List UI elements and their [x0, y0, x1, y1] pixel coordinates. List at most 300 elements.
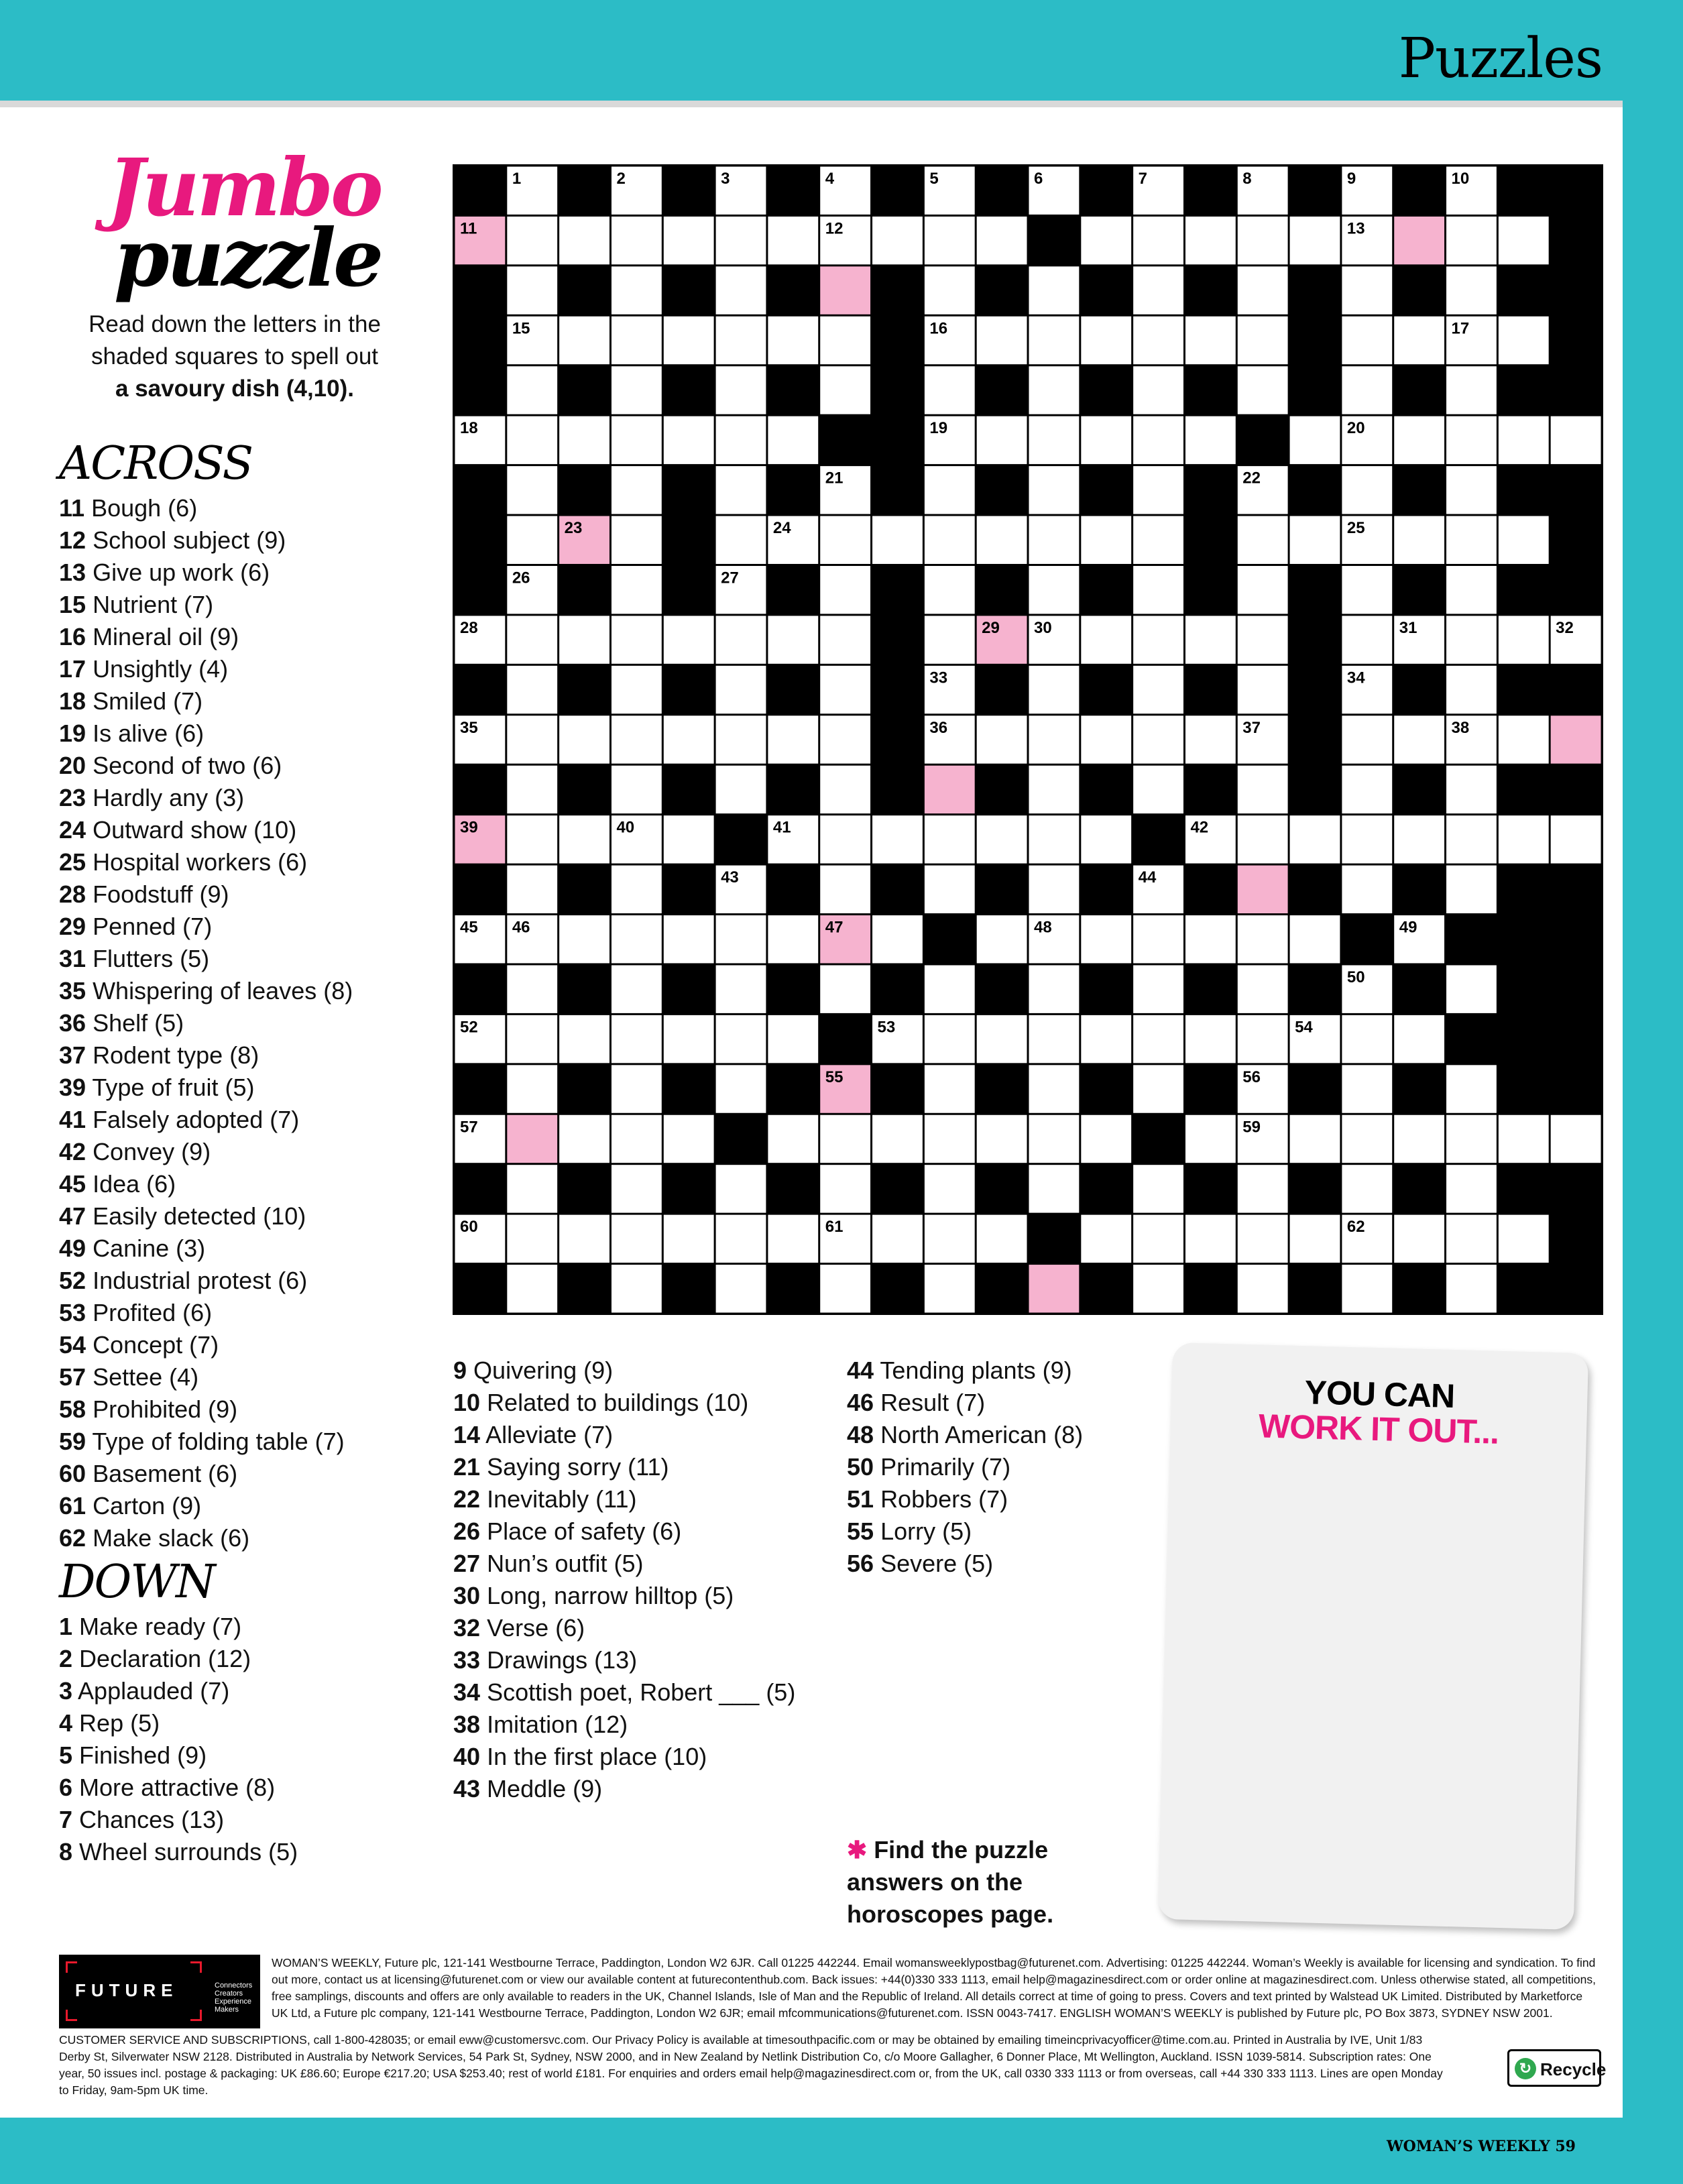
down-clue [847, 1483, 1169, 1515]
grid-cell[interactable] [1185, 715, 1236, 763]
grid-cell[interactable] [1081, 1215, 1131, 1263]
grid-cell[interactable] [820, 965, 870, 1013]
grid-cell[interactable] [1551, 416, 1601, 464]
grid-cell[interactable] [820, 616, 870, 663]
grid-cell[interactable] [716, 766, 766, 813]
grid-cell[interactable] [1551, 815, 1601, 863]
grid-cell[interactable] [925, 1015, 975, 1063]
grid-cell[interactable] [664, 317, 714, 364]
black-cell [1499, 1265, 1549, 1312]
grid-cell[interactable] [507, 815, 557, 863]
grid-cell[interactable] [612, 1065, 662, 1112]
grid-cell[interactable] [664, 217, 714, 264]
grid-cell[interactable] [1238, 965, 1288, 1013]
grid-cell[interactable] [1029, 317, 1080, 364]
grid-cell[interactable] [1029, 516, 1080, 564]
grid-cell[interactable] [1133, 1065, 1183, 1112]
grid-cell[interactable] [507, 266, 557, 314]
grid-cell[interactable] [507, 1265, 557, 1312]
grid-cell[interactable] [716, 466, 766, 514]
grid-cell[interactable] [716, 366, 766, 414]
grid-cell[interactable] [1342, 715, 1392, 763]
black-cell [1185, 167, 1236, 215]
grid-cell[interactable] [1029, 566, 1080, 614]
grid-cell[interactable] [1446, 366, 1497, 414]
grid-cell[interactable] [1029, 1015, 1080, 1063]
grid-cell[interactable] [559, 815, 610, 863]
grid-cell[interactable] [1029, 1115, 1080, 1163]
across-clue [59, 1426, 434, 1458]
grid-cell[interactable] [1029, 1165, 1080, 1212]
grid-cell[interactable] [716, 915, 766, 963]
grid-cell[interactable] [977, 416, 1027, 464]
grid-cell[interactable] [664, 1115, 714, 1163]
grid-cell[interactable] [612, 866, 662, 913]
grid-cell[interactable] [872, 815, 923, 863]
grid-cell[interactable] [1133, 1265, 1183, 1312]
grid-cell[interactable] [1185, 915, 1236, 963]
grid-cell[interactable] [925, 815, 975, 863]
grid-cell[interactable] [925, 466, 975, 514]
grid-cell[interactable] [716, 266, 766, 314]
grid-cell[interactable] [1499, 317, 1549, 364]
grid-cell[interactable] [1029, 366, 1080, 414]
grid-cell[interactable] [612, 766, 662, 813]
grid-cell[interactable] [977, 715, 1027, 763]
grid-cell[interactable] [977, 915, 1027, 963]
shaded-cell[interactable] [1551, 715, 1601, 763]
grid-cell[interactable] [768, 616, 818, 663]
grid-cell[interactable] [1446, 1115, 1497, 1163]
grid-cell[interactable] [559, 715, 610, 763]
grid-cell[interactable] [1081, 616, 1131, 663]
grid-cell[interactable] [925, 217, 975, 264]
grid-cell[interactable] [820, 666, 870, 713]
shaded-cell[interactable] [1394, 217, 1444, 264]
grid-cell[interactable] [768, 1215, 818, 1263]
grid-cell[interactable] [716, 1065, 766, 1112]
grid-cell[interactable] [1290, 416, 1340, 464]
grid-cell[interactable] [1238, 1015, 1288, 1063]
grid-cell[interactable] [507, 416, 557, 464]
black-cell [768, 766, 818, 813]
grid-cell[interactable] [664, 1215, 714, 1263]
grid-cell[interactable] [820, 866, 870, 913]
grid-cell[interactable] [1238, 1215, 1288, 1263]
grid-cell[interactable] [1238, 566, 1288, 614]
shaded-cell[interactable] [1238, 866, 1288, 913]
grid-cell[interactable] [716, 516, 766, 564]
grid-cell[interactable] [1290, 815, 1340, 863]
grid-cell[interactable] [1081, 815, 1131, 863]
grid-cell[interactable] [1394, 815, 1444, 863]
grid-cell[interactable] [612, 1265, 662, 1312]
grid-cell[interactable] [612, 666, 662, 713]
grid-cell[interactable] [820, 516, 870, 564]
grid-cell[interactable] [872, 516, 923, 564]
grid-cell[interactable] [1342, 866, 1392, 913]
grid-cell[interactable] [612, 915, 662, 963]
grid-cell[interactable] [612, 715, 662, 763]
grid-cell[interactable] [612, 965, 662, 1013]
grid-cell[interactable] [820, 1165, 870, 1212]
grid-cell[interactable] [507, 466, 557, 514]
grid-cell[interactable] [872, 1215, 923, 1263]
grid-cell[interactable] [977, 217, 1027, 264]
grid-cell[interactable] [1029, 416, 1080, 464]
grid-cell[interactable] [1133, 616, 1183, 663]
grid-cell[interactable] [1133, 766, 1183, 813]
grid-cell[interactable] [612, 317, 662, 364]
grid-cell[interactable] [1238, 217, 1288, 264]
grid-cell[interactable] [820, 1265, 870, 1312]
grid-cell[interactable] [1081, 317, 1131, 364]
grid-cell[interactable] [1499, 715, 1549, 763]
grid-cell[interactable] [1446, 516, 1497, 564]
grid-cell[interactable] [768, 217, 818, 264]
grid-cell[interactable] [872, 1115, 923, 1163]
grid-cell[interactable] [1394, 317, 1444, 364]
grid-cell[interactable] [664, 715, 714, 763]
grid-cell[interactable] [612, 1165, 662, 1212]
grid-cell[interactable] [1446, 616, 1497, 663]
grid-cell[interactable] [716, 217, 766, 264]
grid-cell[interactable] [507, 715, 557, 763]
grid-cell[interactable] [768, 416, 818, 464]
grid-cell[interactable] [1133, 666, 1183, 713]
grid-cell[interactable] [664, 1015, 714, 1063]
grid-cell[interactable] [1185, 616, 1236, 663]
grid-cell[interactable] [1342, 766, 1392, 813]
grid-cell[interactable] [612, 217, 662, 264]
grid-cell[interactable] [1185, 1115, 1236, 1163]
across-heading: ACROSS [59, 437, 253, 490]
grid-cell[interactable] [559, 1015, 610, 1063]
grid-cell[interactable] [1446, 766, 1497, 813]
clue-text: Industrial protest (6) [93, 1267, 308, 1294]
recycle-label: Recycle [1540, 2059, 1607, 2079]
grid-cell[interactable] [925, 566, 975, 614]
grid-cell[interactable] [716, 317, 766, 364]
grid-cell[interactable] [1185, 1015, 1236, 1063]
grid-cell[interactable] [1185, 1215, 1236, 1263]
grid-cell[interactable] [1446, 866, 1497, 913]
grid-cell[interactable] [1342, 1015, 1392, 1063]
grid-cell[interactable] [1029, 815, 1080, 863]
grid-cell[interactable] [559, 1215, 610, 1263]
grid-cell[interactable] [1185, 416, 1236, 464]
clue-number: 24 [59, 816, 86, 844]
cell-number: 11 [460, 219, 477, 238]
grid-cell[interactable] [1238, 516, 1288, 564]
grid-cell[interactable] [507, 1165, 557, 1212]
grid-cell[interactable] [1133, 566, 1183, 614]
grid-cell[interactable] [1394, 1215, 1444, 1263]
grid-cell[interactable] [507, 1065, 557, 1112]
grid-cell[interactable] [612, 516, 662, 564]
grid-cell[interactable] [1238, 366, 1288, 414]
grid-cell[interactable] [1133, 217, 1183, 264]
grid-cell[interactable] [1238, 616, 1288, 663]
grid-cell[interactable] [1446, 815, 1497, 863]
grid-cell[interactable] [612, 1115, 662, 1163]
grid-cell[interactable] [1133, 915, 1183, 963]
grid-cell[interactable] [820, 715, 870, 763]
grid-cell[interactable] [1394, 715, 1444, 763]
grid-cell[interactable] [507, 965, 557, 1013]
grid-cell[interactable] [1342, 266, 1392, 314]
grid-cell[interactable] [1446, 566, 1497, 614]
grid-cell[interactable] [925, 616, 975, 663]
grid-cell[interactable] [1029, 1065, 1080, 1112]
grid-cell[interactable] [716, 965, 766, 1013]
grid-cell[interactable] [1499, 217, 1549, 264]
grid-cell[interactable] [1133, 1015, 1183, 1063]
grid-cell[interactable] [1133, 317, 1183, 364]
grid-cell[interactable] [612, 366, 662, 414]
grid-cell[interactable] [1133, 1215, 1183, 1263]
black-cell [455, 317, 506, 364]
grid-cell[interactable] [507, 866, 557, 913]
clue-number: 8 [59, 1838, 73, 1865]
grid-cell[interactable] [1081, 1115, 1131, 1163]
grid-cell[interactable] [1499, 416, 1549, 464]
grid-cell[interactable] [1446, 1265, 1497, 1312]
cell-number: 25 [1346, 519, 1365, 538]
grid-cell[interactable] [1185, 217, 1236, 264]
grid-cell[interactable] [1446, 217, 1497, 264]
grid-cell[interactable] [716, 1015, 766, 1063]
black-cell [820, 416, 870, 464]
grid-cell[interactable] [507, 1015, 557, 1063]
grid-cell[interactable] [1133, 466, 1183, 514]
grid-cell[interactable] [559, 616, 610, 663]
grid-cell[interactable] [1446, 666, 1497, 713]
grid-cell[interactable] [1446, 1165, 1497, 1212]
grid-cell[interactable] [716, 1165, 766, 1212]
grid-cell[interactable] [768, 317, 818, 364]
grid-cell[interactable] [820, 566, 870, 614]
grid-cell[interactable] [1029, 866, 1080, 913]
grid-cell[interactable] [1029, 466, 1080, 514]
grid-cell[interactable] [1238, 915, 1288, 963]
grid-cell[interactable] [507, 766, 557, 813]
grid-cell[interactable] [716, 616, 766, 663]
grid-cell[interactable] [716, 416, 766, 464]
grid-cell[interactable] [820, 366, 870, 414]
grid-cell[interactable] [1342, 1065, 1392, 1112]
grid-cell[interactable] [925, 1215, 975, 1263]
grid-cell[interactable] [507, 616, 557, 663]
clue-number: 43 [453, 1775, 481, 1802]
black-cell [1290, 766, 1340, 813]
grid-cell[interactable] [1394, 1015, 1444, 1063]
grid-cell[interactable] [872, 915, 923, 963]
grid-cell[interactable] [1499, 815, 1549, 863]
shaded-cell[interactable] [1029, 1265, 1080, 1312]
grid-cell[interactable] [1133, 516, 1183, 564]
grid-cell[interactable] [716, 715, 766, 763]
grid-cell[interactable] [559, 1115, 610, 1163]
grid-cell[interactable] [1029, 266, 1080, 314]
grid-cell[interactable] [1499, 616, 1549, 663]
grid-cell[interactable] [1133, 416, 1183, 464]
grid-cell[interactable] [977, 317, 1027, 364]
shaded-cell[interactable] [925, 766, 975, 813]
grid-cell[interactable] [1551, 1115, 1601, 1163]
grid-cell[interactable] [820, 766, 870, 813]
grid-cell[interactable] [1342, 1165, 1392, 1212]
grid-cell[interactable] [768, 715, 818, 763]
grid-cell[interactable] [1029, 965, 1080, 1013]
grid-cell[interactable] [768, 1015, 818, 1063]
clue-number: 59 [59, 1428, 86, 1455]
grid-cell[interactable] [1290, 516, 1340, 564]
grid-cell[interactable] [1081, 915, 1131, 963]
grid-cell[interactable] [977, 516, 1027, 564]
grid-cell[interactable] [1029, 666, 1080, 713]
grid-cell[interactable] [1133, 1165, 1183, 1212]
grid-cell[interactable] [664, 616, 714, 663]
grid-cell[interactable] [1029, 715, 1080, 763]
grid-cell[interactable] [507, 217, 557, 264]
grid-cell[interactable] [612, 566, 662, 614]
grid-cell[interactable] [977, 1115, 1027, 1163]
grid-cell[interactable] [507, 666, 557, 713]
grid-cell[interactable] [1394, 1115, 1444, 1163]
grid-cell[interactable] [1238, 317, 1288, 364]
grid-cell[interactable] [820, 317, 870, 364]
grid-cell[interactable] [1446, 266, 1497, 314]
grid-cell[interactable] [925, 1265, 975, 1312]
grid-cell[interactable] [612, 416, 662, 464]
grid-cell[interactable] [559, 915, 610, 963]
grid-cell[interactable] [1133, 266, 1183, 314]
grid-cell[interactable] [716, 1215, 766, 1263]
grid-cell[interactable] [1342, 815, 1392, 863]
grid-cell[interactable] [1446, 1215, 1497, 1263]
grid-cell[interactable] [716, 1265, 766, 1312]
grid-cell[interactable] [1290, 1215, 1340, 1263]
grid-cell[interactable] [977, 815, 1027, 863]
grid-cell[interactable] [1133, 965, 1183, 1013]
grid-cell[interactable] [977, 1215, 1027, 1263]
grid-cell[interactable] [977, 1015, 1027, 1063]
grid-cell[interactable] [1238, 266, 1288, 314]
grid-cell[interactable] [507, 1215, 557, 1263]
cell-number: 47 [825, 918, 844, 937]
grid-cell[interactable] [820, 815, 870, 863]
grid-cell[interactable] [872, 217, 923, 264]
grid-cell[interactable] [925, 366, 975, 414]
grid-cell[interactable] [925, 516, 975, 564]
cell-number: 7 [1138, 170, 1147, 188]
grid-cell[interactable] [1499, 516, 1549, 564]
grid-cell[interactable] [1342, 1265, 1392, 1312]
grid-cell[interactable] [1342, 1115, 1392, 1163]
across-clue [59, 975, 434, 1007]
grid-cell[interactable] [925, 1165, 975, 1212]
grid-cell[interactable] [925, 965, 975, 1013]
grid-cell[interactable] [664, 416, 714, 464]
grid-cell[interactable] [1342, 317, 1392, 364]
grid-cell[interactable] [1446, 416, 1497, 464]
grid-cell[interactable] [1185, 317, 1236, 364]
grid-cell[interactable] [664, 815, 714, 863]
grid-cell[interactable] [925, 266, 975, 314]
grid-cell[interactable] [1238, 766, 1288, 813]
cell-number: 40 [616, 818, 635, 837]
grid-cell[interactable] [1081, 516, 1131, 564]
grid-cell[interactable] [507, 516, 557, 564]
across-clue [59, 1393, 434, 1426]
grid-cell[interactable] [1394, 516, 1444, 564]
grid-cell[interactable] [1238, 1165, 1288, 1212]
grid-cell[interactable] [1081, 416, 1131, 464]
grid-cell[interactable] [1342, 566, 1392, 614]
grid-cell[interactable] [1133, 715, 1183, 763]
grid-cell[interactable] [925, 1065, 975, 1112]
grid-cell[interactable] [1290, 1115, 1340, 1163]
black-cell [1290, 715, 1340, 763]
grid-cell[interactable] [612, 1215, 662, 1263]
grid-cell[interactable] [1290, 217, 1340, 264]
grid-cell[interactable] [612, 1015, 662, 1063]
grid-cell[interactable] [1029, 766, 1080, 813]
grid-cell[interactable] [1238, 666, 1288, 713]
grid-cell[interactable] [716, 666, 766, 713]
grid-cell[interactable] [1499, 1215, 1549, 1263]
across-clue [59, 621, 434, 653]
grid-cell[interactable] [559, 217, 610, 264]
grid-cell[interactable] [1081, 1015, 1131, 1063]
black-cell [455, 965, 506, 1013]
grid-cell[interactable] [612, 466, 662, 514]
black-cell [1133, 815, 1183, 863]
grid-cell[interactable] [768, 915, 818, 963]
grid-cell[interactable] [1081, 217, 1131, 264]
grid-cell[interactable] [1342, 366, 1392, 414]
grid-cell[interactable] [664, 915, 714, 963]
grid-cell[interactable] [1394, 416, 1444, 464]
grid-cell[interactable] [1499, 1115, 1549, 1163]
grid-cell[interactable] [768, 1115, 818, 1163]
black-cell [664, 666, 714, 713]
grid-cell[interactable] [1446, 965, 1497, 1013]
grid-cell[interactable] [1446, 1065, 1497, 1112]
grid-cell[interactable] [1133, 366, 1183, 414]
grid-cell[interactable] [925, 1115, 975, 1163]
grid-cell[interactable] [559, 416, 610, 464]
grid-cell[interactable] [1238, 1265, 1288, 1312]
black-cell [1551, 1215, 1601, 1263]
grid-cell[interactable] [612, 616, 662, 663]
grid-cell[interactable] [612, 266, 662, 314]
grid-cell[interactable] [1238, 815, 1288, 863]
grid-cell[interactable] [820, 1115, 870, 1163]
shaded-cell[interactable] [820, 266, 870, 314]
grid-cell[interactable] [1342, 466, 1392, 514]
grid-cell[interactable] [1290, 915, 1340, 963]
grid-cell[interactable] [925, 866, 975, 913]
shaded-cell[interactable] [507, 1115, 557, 1163]
grid-cell[interactable] [1081, 715, 1131, 763]
grid-cell[interactable] [1342, 616, 1392, 663]
black-cell [1081, 167, 1131, 215]
grid-cell[interactable] [559, 317, 610, 364]
grid-cell[interactable] [1446, 466, 1497, 514]
grid-cell[interactable] [507, 366, 557, 414]
